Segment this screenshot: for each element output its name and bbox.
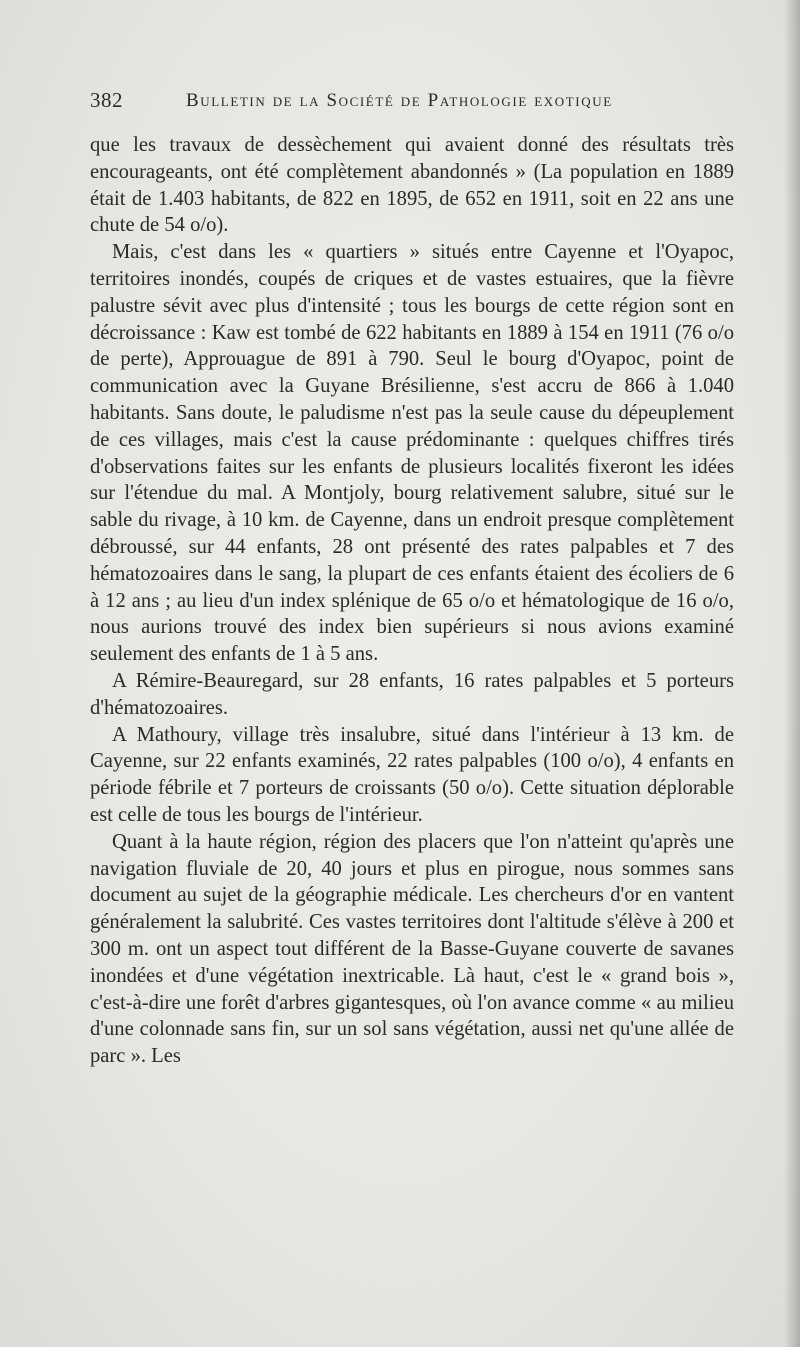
body-text [90, 132, 734, 1070]
page-edge-shadow [784, 0, 800, 1347]
page-number: 382 [90, 88, 123, 112]
running-header [90, 86, 730, 116]
running-title: Bulletin de la Société de Pathologie exotique [186, 90, 613, 111]
paragraph-remire: A Rémire-Beauregard, sur 28 enfants, 16 rates palpables et 5 porteurs d'hématozoaires. [90, 669, 734, 719]
paragraph-continuation: que les travaux de dessèchement qui avaient donné des résultats très encourageants, ont été complètement abandonnés » (La population en 1889 était de 1.403 habitants, de 822 en 1895, de 652 en 1911, soit en 22 ans une chute de 54 o/o). [90, 134, 734, 237]
paragraph-mathoury: A Mathoury, village très insalubre, situé dans l'intérieur à 13 km. de Cayenne, sur 22 enfants examinés, 22 rates palpables (100 o/o), 4 enfants en période fébrile et 7 porteurs de croissants (50 o/o). Cette situation déplorable est celle de tous les bourgs de l'intérieur. [90, 723, 734, 826]
paragraph-haute-region: Quant à la haute région, région des placers que l'on n'atteint qu'après une navigation fluviale de 20, 40 jours et plus en pirogue, nous sommes sans document au sujet de la géographie médicale. Les chercheurs d'or en vantent généralement la salubrité. Ces vastes territoires dont l'altitude s'élève à 200 et 300 m. ont un aspect tout différent de la Basse-Guyane couverte de savanes inondées et d'une végétation inextricable. Là haut, c'est le « grand bois », c'est-à-dire une forêt d'arbres gigantesques, où l'on avance comme « au milieu d'une colonnade sans fin, sur un sol sans végétation, aussi net qu'une allée de parc ». Les [90, 830, 734, 1068]
paragraph-quartiers: Mais, c'est dans les « quartiers » situés entre Cayenne et l'Oyapoc, territoires inondés, coupés de criques et de vastes estuaires, que la fièvre palustre sévit avec plus d'intensité ; tous les bourgs de cette région sont en décroissance : Kaw est tombé de 622 habitants en 1889 à 154 en 1911 (76 o/o de perte), Approuague de 891 à 790. Seul le bourg d'Oyapoc, point de communication avec la Guyane Brésilienne, s'est accru de 866 à 1.040 habitants. Sans doute, le paludisme n'est pas la seule cause du dépeuplement de ces villages, mais c'est la cause prédominante : quelques chiffres tirés d'observations faites sur les enfants de plusieurs localités fixeront les idées sur l'étendue du mal. A Montjoly, bourg relativement salubre, situé sur le sable du rivage, à 10 km. de Cayenne, dans un endroit presque complètement débroussé, sur 44 enfants, 28 ont présenté des rates palpables et 7 des hématozoaires dans le sang, la plupart de ces enfants étaient des écoliers de 6 à 12 ans ; au lieu d'un index splénique de 65 o/o et hématologique de 16 o/o, nous aurions trouvé des index bien supérieurs si nous avions examiné seulement des enfants de 1 à 5 ans. [90, 241, 734, 666]
